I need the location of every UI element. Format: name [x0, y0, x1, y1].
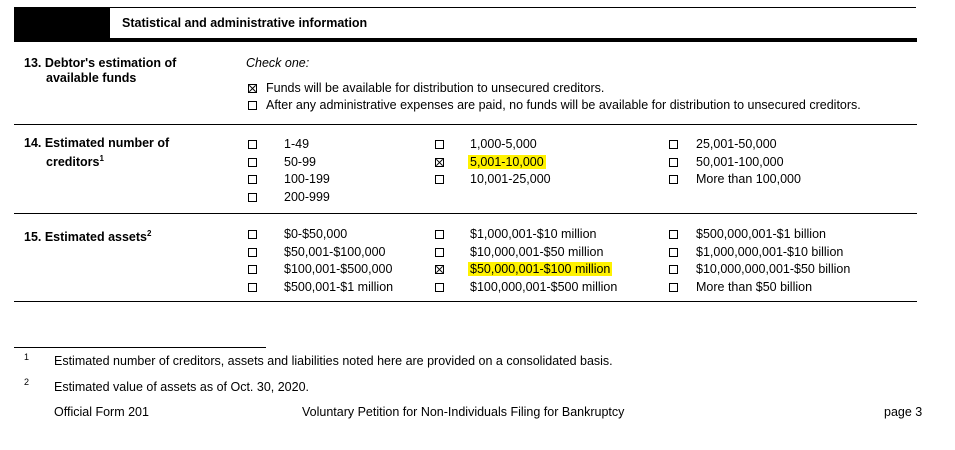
q15-col2-option-3-label [470, 280, 617, 294]
q14-col2-option-2-checkbox[interactable] [435, 175, 444, 184]
q15-col3-option-1-label [696, 245, 843, 259]
q15-col2-option-1-text: $10,000,001-$50 million [470, 244, 604, 259]
q15-col1-option-1-text: $50,001-$100,000 [284, 244, 386, 259]
section-title: Statistical and administrative information [122, 16, 368, 30]
q14-col1-option-0-checkbox[interactable] [248, 140, 257, 149]
q14-col3-option-0-checkbox[interactable] [669, 140, 678, 149]
q13-option-1-checkbox[interactable] [248, 101, 257, 110]
q15-col2-option-1-label [470, 245, 603, 259]
divider-13-14 [14, 124, 917, 125]
q14-col1-option-1-checkbox[interactable] [248, 158, 257, 167]
q15-col3-option-3-checkbox[interactable] [669, 283, 678, 292]
q14-label [24, 136, 169, 170]
q15-col1-option-2-text: $100,001-$500,000 [284, 262, 393, 276]
footnote-2-number: 2 [24, 377, 30, 387]
q15-col2-option-0-checkbox[interactable] [435, 230, 444, 239]
q15-col1-option-1-checkbox[interactable] [248, 248, 257, 257]
q14-col1-option-2-checkbox[interactable] [248, 175, 257, 184]
q15-col3-option-0-label [696, 227, 826, 241]
q15-col2-option-2-checkbox[interactable] [435, 265, 444, 274]
q15-footnote-ref: 2 [147, 229, 152, 238]
footnote-2-text: Estimated value of assets as of Oct. 30, 2020. [54, 380, 309, 394]
q15-col2-option-1-checkbox[interactable] [435, 248, 444, 257]
q15-col1-option-0-label [284, 227, 347, 241]
q14-col3-option-1-checkbox[interactable] [669, 158, 678, 167]
header-bottom-rule [14, 38, 917, 42]
q15-col2-option-0-text: $1,000,001-$10 million [470, 227, 597, 241]
q15-col3-option-2-text: $10,000,000,001-$50 billion [696, 262, 851, 276]
q15-col3-option-0-text: $500,000,001-$1 billion [696, 227, 826, 241]
q14-col1-option-1-text: 50-99 [284, 154, 316, 169]
footnote-1-number: 1 [24, 352, 30, 362]
q15-col3-option-2-label [696, 262, 850, 276]
q15-col1-option-1-label [284, 245, 385, 259]
q13-option-0-checkbox[interactable] [248, 84, 257, 93]
q15-col3-option-2-checkbox[interactable] [669, 265, 678, 274]
q14-col1-option-3-text: 200-999 [284, 189, 330, 204]
q14-label-line1: 14. Estimated number of [24, 136, 170, 150]
q15-col3-option-1-text: $1,000,000,001-$10 billion [696, 244, 844, 259]
q14-col3-option-0-label [696, 137, 777, 151]
q15-col2-option-3-checkbox[interactable] [435, 283, 444, 292]
q14-col1-option-0-text: 1-49 [284, 137, 310, 151]
q14-col2-option-2-label [470, 172, 551, 186]
q14-col1-option-2-label [284, 172, 330, 186]
q14-col2-option-0-label [470, 137, 537, 151]
q15-col3-option-3-text: More than $50 billion [696, 279, 813, 294]
divider-14-15 [14, 213, 917, 214]
q14-col3-option-2-label [696, 172, 801, 186]
q14-col2-option-0-checkbox[interactable] [435, 140, 444, 149]
q13-instruction: Check one: [246, 56, 310, 70]
q14-col3-option-1-label [696, 155, 784, 169]
q15-col2-option-2-text: $50,000,001-$100 million [470, 262, 611, 276]
footnote-1-text: Estimated number of creditors, assets and liabilities noted here are provided on a consolidated basis. [54, 354, 613, 368]
q15-col1-option-3-text: $500,001-$1 million [284, 279, 394, 294]
q14-col3-option-1-text: 50,001-100,000 [696, 154, 784, 169]
q15-col2-option-0-label [470, 227, 596, 241]
q14-col1-option-1-label [284, 155, 316, 169]
header-top-rule [110, 7, 916, 8]
q13-label [24, 56, 176, 86]
q14-col2-option-1-checkbox[interactable] [435, 158, 444, 167]
q14-col2-option-1-label [470, 155, 546, 169]
q13-option-0-label: Funds will be available for distribution to unsecured creditors. [266, 81, 605, 95]
q15-label-text: 15. Estimated assets [24, 230, 147, 245]
q15-col3-option-3-label [696, 280, 812, 294]
header-black-tab [14, 7, 110, 39]
q14-col1-option-0-label [284, 137, 309, 151]
q14-col1-option-2-text: 100-199 [284, 172, 330, 186]
q15-col1-option-3-checkbox[interactable] [248, 283, 257, 292]
footer-form-name: Official Form 201 [54, 405, 149, 419]
q14-col3-option-0-text: 25,001-50,000 [696, 137, 777, 151]
q14-footnote-ref: 1 [99, 154, 104, 163]
q13-option-1-label: After any administrative expenses are paid, no funds will be available for distribution to unsecured creditors. [266, 98, 861, 112]
q15-col1-option-0-text: $0-$50,000 [284, 227, 348, 241]
q15-col3-option-0-checkbox[interactable] [669, 230, 678, 239]
q14-col1-option-3-checkbox[interactable] [248, 193, 257, 202]
q14-col1-option-3-label [284, 190, 330, 204]
q15-col2-option-3-text: $100,000,001-$500 million [470, 279, 618, 294]
q14-col3-option-2-checkbox[interactable] [669, 175, 678, 184]
footnote-rule [14, 347, 266, 348]
q15-col1-option-2-label [284, 262, 392, 276]
q14-col2-option-0-text: 1,000-5,000 [470, 137, 537, 151]
q14-col2-option-2-text: 10,001-25,000 [470, 172, 551, 186]
q15-col3-option-1-checkbox[interactable] [669, 248, 678, 257]
q14-col2-option-1-text: 5,001-10,000 [470, 154, 544, 169]
divider-bottom [14, 301, 917, 302]
q14-label-line2: creditors [46, 155, 100, 170]
q13-label-line1: 13. Debtor's estimation of [24, 56, 177, 70]
q15-col1-option-2-checkbox[interactable] [248, 265, 257, 274]
footer-page-number: page 3 [884, 405, 923, 419]
q15-col1-option-0-checkbox[interactable] [248, 230, 257, 239]
q15-col1-option-3-label [284, 280, 393, 294]
q13-label-line2: available funds [46, 71, 137, 85]
q15-col2-option-2-label [470, 262, 612, 276]
q15-label [24, 226, 151, 245]
q14-col3-option-2-text: More than 100,000 [696, 172, 801, 186]
footer-title: Voluntary Petition for Non-Individuals Filing for Bankruptcy [302, 405, 625, 419]
